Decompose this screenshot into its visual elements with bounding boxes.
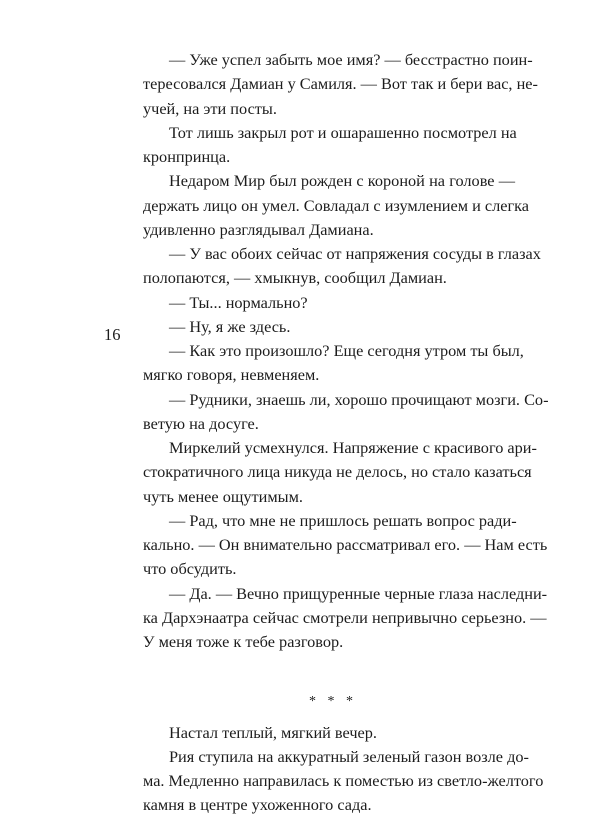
text-line: Недаром Мир был рожден с короной на голове — [169,171,515,191]
text-line: что обсудить. [143,559,237,579]
text-line: кально. — Он внимательно рассматривал его. — Нам есть [143,535,548,554]
text-line: чуть менее ощутимым. [143,486,303,506]
text-line: мягко говоря, невменяем. [143,365,320,385]
text-line: кронпринца. [143,147,231,166]
text-line: — У вас обоих сейчас от напряжения сосуды в глазах [169,244,541,263]
text-line: держать лицо он умел. Совладал с изумлением и слегка [143,195,530,215]
text-line: — Ты... нормально? [169,292,308,312]
text-line: камня в центре ухоженного сада. [143,795,372,815]
page-number: 16 [104,325,121,344]
text-line: — Как это произошло? Еще сегодня утром ты был, [169,341,524,360]
text-line: У меня тоже к тебе разговор. [143,632,344,651]
text-line: ветую на досуге. [143,413,259,433]
text-line: удивленно разглядывал Дамиана. [143,219,374,239]
text-line: — Рад, что мне не пришлось решать вопрос ради- [169,510,517,530]
text-line: учей, на эти посты. [143,98,277,118]
text-line: Рия ступила на аккуратный зеленый газон возле до- [169,746,529,766]
text-line: Миркелий усмехнулся. Напряжение с красивого ари- [169,438,537,457]
text-line: — Да. — Вечно прищуренные черные глаза наследни- [169,583,548,603]
text-line: Тот лишь закрыл рот и ошарашенно посмотрел на [169,122,517,142]
text-line: тересовался Дамиан у Самиля. — Вот так и бери вас, не- [143,74,538,94]
text-line: полопаются, — хмыкнув, сообщил Дамиан. [143,268,447,288]
text-line: Настал теплый, мягкий вечер. [169,722,377,742]
text-line: — Ну, я же здесь. [169,316,291,336]
text-line: ма. Медленно направилась к поместью из светло-желтого [143,771,544,790]
text-line: стократичного лица никуда не делось, но стало казаться [143,462,532,482]
text-line: — Рудники, знаешь ли, хорошо прочищают мозги. Со- [169,389,549,409]
body-text [143,48,549,818]
text-line: — Уже успел забыть мое имя? — бесстрастно поин- [169,50,533,69]
section-separator: * * * [309,694,357,710]
text-line: ка Дархэнаатра сейчас смотрели непривычно серьезно. — [143,607,547,627]
